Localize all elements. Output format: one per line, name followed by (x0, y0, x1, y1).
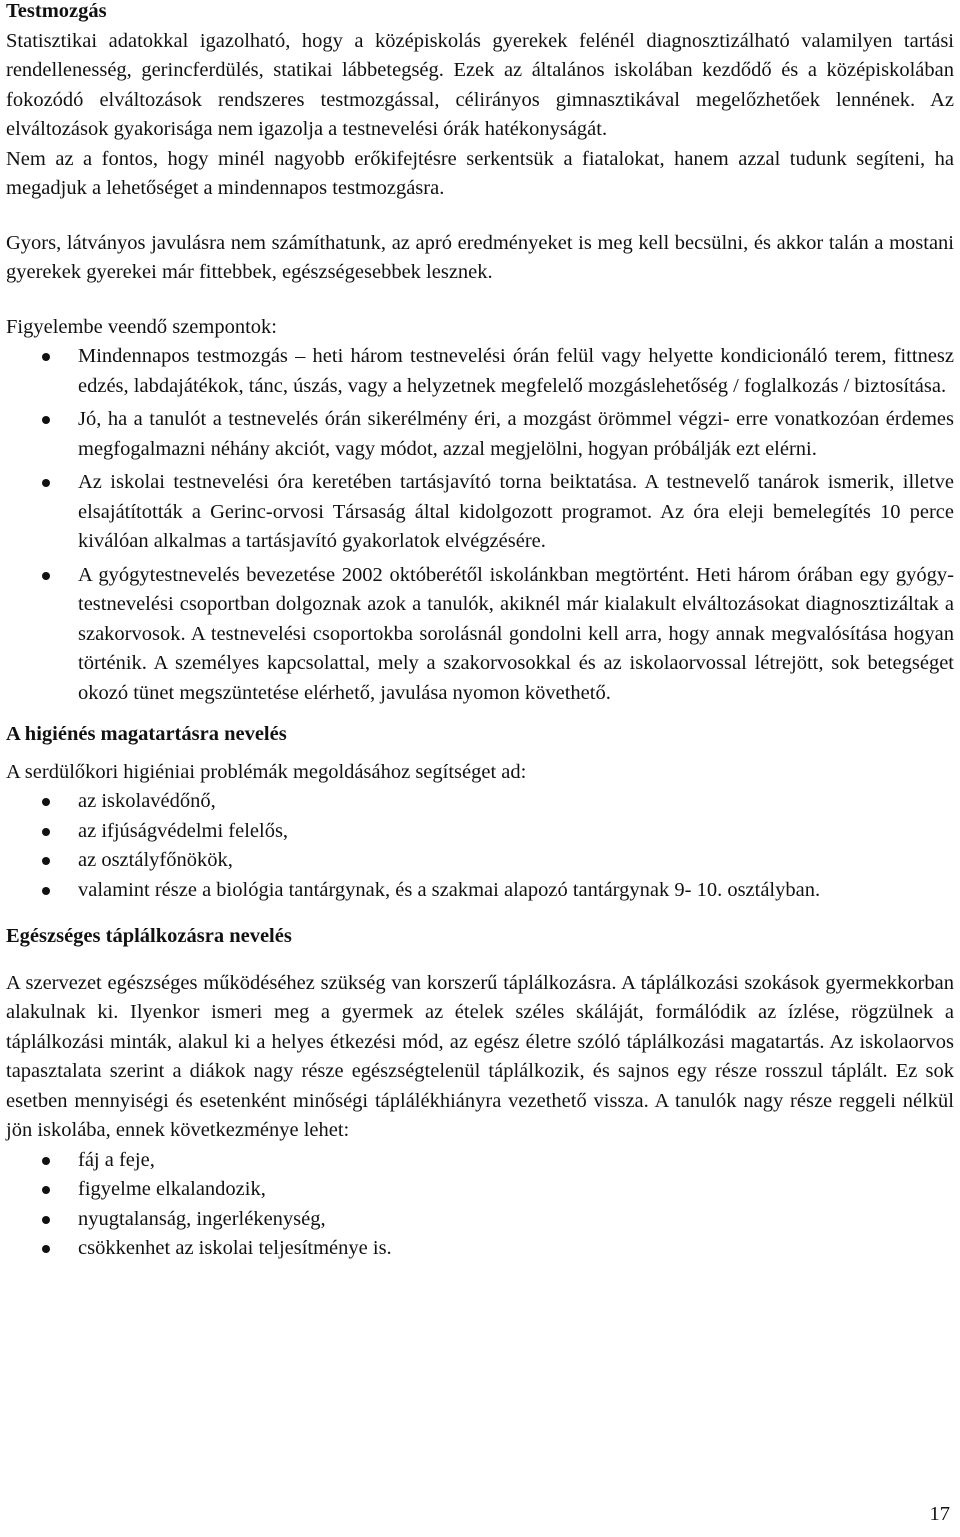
bullet-list-szempontok (6, 342, 954, 708)
bullet-icon (42, 572, 50, 580)
list-item (6, 817, 954, 847)
section-title-testmozgas: Testmozgás (6, 0, 107, 22)
page-number: 17 (929, 1503, 950, 1525)
list-item (6, 561, 954, 709)
bullet-icon (42, 828, 50, 836)
paragraph: Figyelembe veendő szempontok: (6, 315, 277, 338)
list-item (6, 846, 954, 876)
paragraph: Statisztikai adatokkal igazolható, hogy a középiskolás gyerekek felénél diagnosztizálható valamilyen tartási rendellenesség, gerincferdülés, statikai lábbetegség. Ezek az általános iskolában kezdődő és a középiskolában fokozódó elváltozások rendszeres testmozgással, célirányos gimnasztikával megelőzhetőek lennének. Az elváltozások gyakorisága nem igazolja a testnevelési órák hatékonyságát. (6, 29, 954, 140)
list-item-text: valamint része a biológia tantárgynak, és a szakmai alapozó tantárgynak 9- 10. osztályban. (78, 878, 821, 901)
list-item-text: figyelme elkalandozik, (78, 1178, 266, 1200)
bullet-icon (42, 887, 50, 895)
list-item-text: Az iskolai testnevelési óra keretében tartásjavító torna beiktatása. A testnevelő tanárok ismerik, illetve elsajátították a Gerinc-orvosi Társaság által kidolgozott programot. Az óra eleji bemelegítés 10 perce kiválóan alkalmas a tartásjavító gyakorlatok elvégzésére. (78, 471, 954, 552)
paragraph: Gyors, látványos javulásra nem számíthatunk, az apró eredményeket is meg kell becsülni, és akkor talán a mostani gyerekek gyerekei már fittebbek, egészségesebbek lesznek. (6, 231, 954, 283)
bullet-icon (42, 857, 50, 865)
paragraph: Nem az a fontos, hogy minél nagyobb erőkifejtésre serkentsük a fiatalokat, hanem azzal tudunk segíteni, ha megadjuk a lehetőséget a mindennapos testmozgásra. (6, 147, 954, 199)
list-item-text: az ifjúságvédelmi felelős, (78, 819, 289, 842)
list-item-text: fáj a feje, (78, 1148, 155, 1171)
section-title-higienes: A higiénés magatartásra nevelés (6, 723, 287, 745)
list-item-text: csökkenhet az iskolai teljesítménye is. (78, 1237, 392, 1259)
bullet-icon (42, 1216, 50, 1224)
list-item-text: A gyógytestnevelés bevezetése 2002 októberétől iskolánkban megtörtént. Heti három órában egy gyógy-testnevelési csoportban dolgoznak azok a tanulók, akiknél már kialakult elváltozásokat diagnosztizáltak a szakorvosok. A testnevelési csoportokba sorolásnál gondolni kell arra, hogy annak megvalósítása hogyan történik. A személyes kapcsolattal, mely a szakorvosokkal és az iskolaorvossal létrejött, sok betegséget okozó tünet megszüntetése elérhető, javulása nyomon követhető. (78, 563, 954, 704)
section-title-taplalkozas: Egészséges táplálkozásra nevelés (6, 925, 292, 947)
list-item-text: az osztályfőnökök, (78, 849, 233, 871)
list-item-text: az iskolavédőnő, (78, 790, 216, 812)
bullet-icon (42, 798, 50, 806)
list-item (6, 876, 954, 906)
bullet-icon (42, 353, 50, 361)
page-content (6, 0, 954, 1264)
list-item (6, 787, 954, 817)
list-item (6, 342, 954, 401)
list-item-text: nyugtalanság, ingerlékenység, (78, 1207, 326, 1230)
list-item (6, 405, 954, 464)
paragraph: A szervezet egészséges működéséhez szükség van korszerű táplálkozásra. A táplálkozási szokások gyermekkorban alakulnak ki. Ilyenkor ismeri meg a gyermek az ételek széles skáláját, formálódik az ízlése, rögzülnek a táplálkozási minták, alakul ki a helyes étkezési mód, az egész életre szóló táplálkozási magatartás. Az iskolaorvos tapasztalata szerint a diákok nagy része egészségtelenül táplálkozik, és sajnos egy része rosszul táplált. Ez sok esetben mennyiségi és esetenként minőségi táplálékhiányra vezethető vissza. A tanulók nagy része reggeli nélkül jön iskolába, ennek következménye lehet: (6, 971, 954, 1141)
bullet-icon (42, 1245, 50, 1253)
bullet-icon (42, 479, 50, 487)
bullet-icon (42, 1186, 50, 1194)
bullet-icon (42, 1157, 50, 1165)
list-item (6, 468, 954, 557)
list-item (6, 1205, 954, 1235)
list-item (6, 1175, 954, 1205)
list-item-text: Mindennapos testmozgás – heti három testnevelési órán felül vagy helyette kondicionáló terem, fittnesz edzés, labdajátékok, tánc, úszás, vagy a helyzetnek megfelelő mozgáslehetőség / foglalkozás / biztosítása. (78, 345, 954, 397)
list-item (6, 1146, 954, 1176)
paragraph: A serdülőkori higiéniai problémák megoldásához segítséget ad: (6, 760, 527, 783)
list-item (6, 1234, 954, 1264)
list-item-text: Jó, ha a tanulót a testnevelés órán sikerélmény éri, a mozgást örömmel végzi- erre vonatkozóan érdemes megfogalmazni néhány akciót, vagy módot, azzal megjelölni, hogyan próbálják ezt elérni. (78, 408, 954, 460)
bullet-icon (42, 416, 50, 424)
bullet-list-higienes (6, 787, 954, 905)
bullet-list-taplalkozas (6, 1146, 954, 1264)
